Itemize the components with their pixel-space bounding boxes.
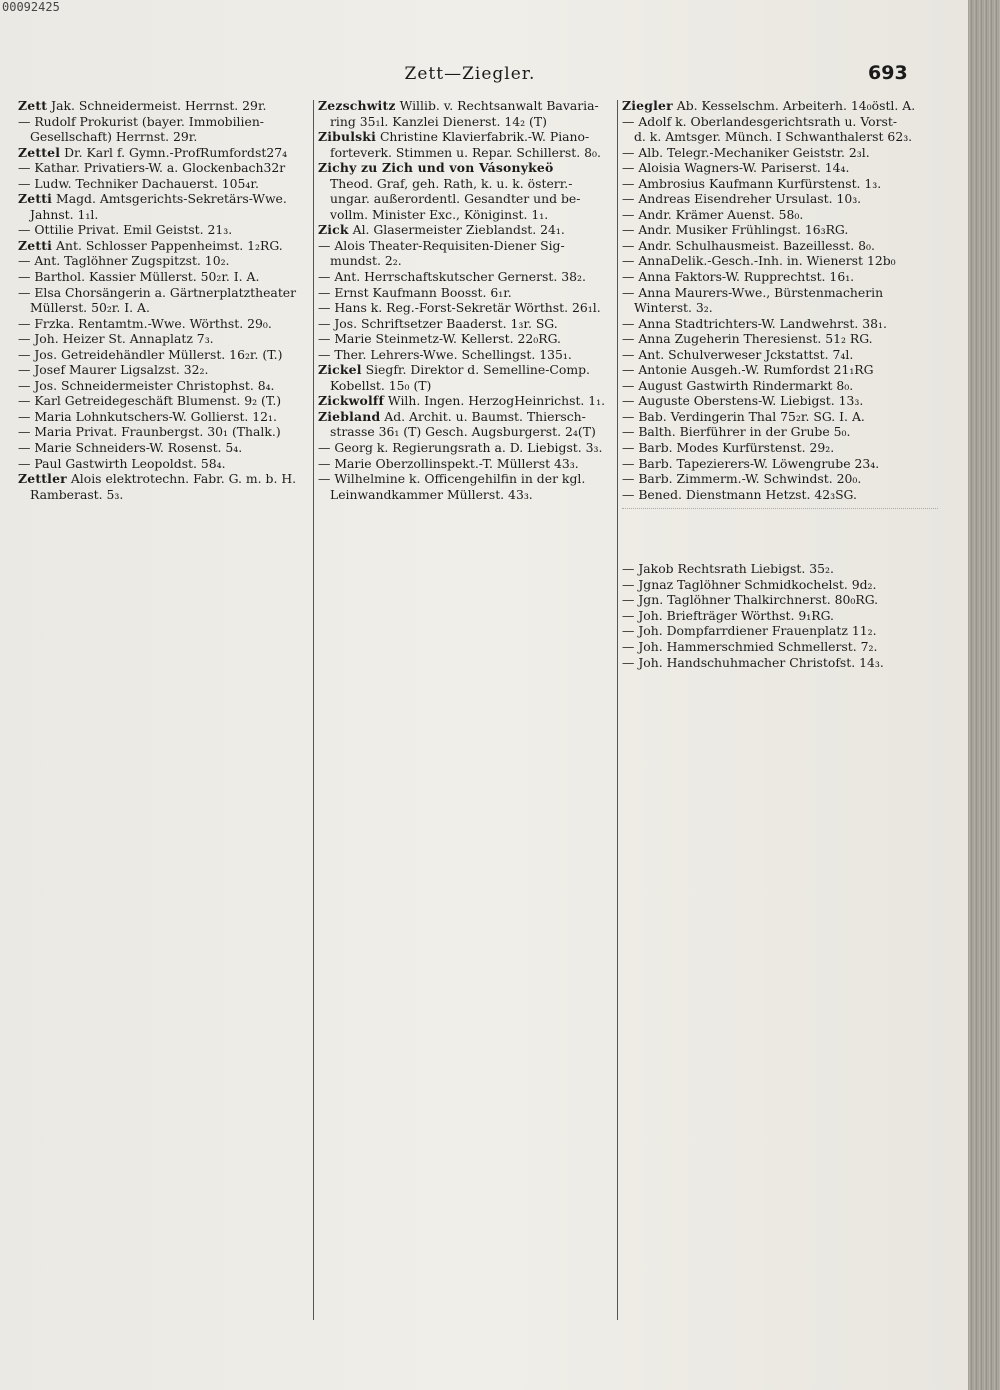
entry-text: Winterst. 3₂. xyxy=(634,300,713,316)
directory-entry xyxy=(318,253,614,269)
directory-entry xyxy=(18,238,310,254)
entry-text: — Maria Lohnkutschers-W. Gollierst. 12₁. xyxy=(18,408,277,424)
directory-column-2 xyxy=(318,98,614,1323)
entry-text: — Ottilie Privat. Emil Geistst. 21₃. xyxy=(18,222,233,238)
entry-text: — Kathar. Privatiers-W. a. Glockenbach32r xyxy=(18,160,286,176)
directory-entry xyxy=(622,191,938,207)
entry-text: — Barb. Modes Kurfürstenst. 29₂. xyxy=(622,440,835,456)
entry-text: Ant. Schlosser Pappenheimst. 1₂RG. xyxy=(52,237,283,253)
directory-entry xyxy=(18,471,310,487)
directory-entry xyxy=(318,393,614,409)
directory-entry xyxy=(18,207,310,223)
directory-entry xyxy=(318,362,614,378)
directory-entry xyxy=(18,424,310,440)
entry-text: — Antonie Ausgeh.-W. Rumfordst 21₁RG xyxy=(622,362,874,378)
entry-text: — Anna Faktors-W. Rupprechtst. 16₁. xyxy=(622,269,855,285)
entry-surname: Zibulski xyxy=(318,129,376,145)
entry-text: — Anna Zugeherin Theresienst. 51₂ RG. xyxy=(622,331,873,347)
directory-entry xyxy=(622,393,938,409)
column-divider xyxy=(313,100,314,1320)
directory-entry xyxy=(318,471,614,487)
directory-entry xyxy=(318,347,614,363)
directory-entry xyxy=(622,285,938,301)
directory-entry xyxy=(18,129,310,145)
entry-text: — August Gastwirth Rindermarkt 8₀. xyxy=(622,377,854,393)
entry-text: — Auguste Oberstens-W. Liebigst. 13₃. xyxy=(622,393,864,409)
entry-text: — Ernst Kaufmann Boosst. 6₁r. xyxy=(318,284,512,300)
entry-text: Ad. Archit. u. Baumst. Thiersch- xyxy=(380,408,586,424)
directory-entry xyxy=(622,222,938,238)
directory-entry xyxy=(18,98,310,114)
entry-surname: Zickel xyxy=(318,362,362,378)
directory-entry xyxy=(18,300,310,316)
entry-text: Müllerst. 50₂r. I. A. xyxy=(30,300,150,316)
scan-stamp: 00092425 xyxy=(2,0,60,14)
entry-text: — Ludw. Techniker Dachauerst. 105₄r. xyxy=(18,175,259,191)
entry-text: Wilh. Ingen. HerzogHeinrichst. 1₁. xyxy=(383,393,606,409)
directory-entry xyxy=(18,409,310,425)
entry-text: — Ther. Lehrers-Wwe. Schellingst. 135₁. xyxy=(318,346,572,362)
entry-text: — Bened. Dienstmann Hetzst. 42₃SG. xyxy=(622,486,857,502)
entry-text: — Andr. Schulhausmeist. Bazeillesst. 8₀. xyxy=(622,237,875,253)
entry-text: — Joh. Dompfarrdiener Frauenplatz 11₂. xyxy=(622,623,877,639)
directory-entry xyxy=(318,160,614,176)
directory-entry xyxy=(622,639,938,655)
entry-text: — Ant. Herrschaftskutscher Gernerst. 38₂. xyxy=(318,269,586,285)
entry-text: — Adolf k. Oberlandesgerichtsrath u. Vorst- xyxy=(622,113,898,129)
entry-text: — Balth. Bierführer in der Grube 5₀. xyxy=(622,424,851,440)
directory-entry xyxy=(622,347,938,363)
entry-text: — Joh. Handschuhmacher Christofst. 14₃. xyxy=(622,654,884,670)
entry-surname: Zichy zu Zich und von Vásonykeö xyxy=(318,160,554,176)
entry-text: — Jos. Schriftsetzer Baaderst. 1₃r. SG. xyxy=(318,315,558,331)
entry-text: — Andreas Eisendreher Ursulast. 10₃. xyxy=(622,191,862,207)
entry-text: vollm. Minister Exc., Königinst. 1₁. xyxy=(330,206,549,222)
entry-text: — Marie Schneiders-W. Rosenst. 5₄. xyxy=(18,440,243,456)
entry-text: — AnnaDelik.-Gesch.-Inh. in. Wienerst 12b₀ xyxy=(622,253,896,269)
entry-text: Siegfr. Direktor d. Semelline-Comp. xyxy=(361,362,590,378)
entry-text: — Georg k. Regierungsrath a. D. Liebigst. 3₃. xyxy=(318,440,603,456)
entry-text: — Bab. Verdingerin Thal 75₂r. SG. I. A. xyxy=(622,408,865,424)
directory-entry xyxy=(318,98,614,114)
directory-entry xyxy=(18,347,310,363)
entry-text: Dr. Karl f. Gymn.-ProfRumfordst27₄ xyxy=(60,144,288,160)
directory-entry xyxy=(18,456,310,472)
entry-text: — Ant. Schulverweser Jckstattst. 7₄l. xyxy=(622,346,854,362)
entry-text: — Paul Gastwirth Leopoldst. 58₄. xyxy=(18,455,226,471)
entry-text: mundst. 2₂. xyxy=(330,253,402,269)
directory-entry xyxy=(622,471,938,487)
directory-entry xyxy=(18,285,310,301)
entry-text: — Elsa Chorsängerin a. Gärtnerplatztheater xyxy=(18,284,297,300)
entry-text: Jahnst. 1₁l. xyxy=(30,206,99,222)
page-header xyxy=(0,62,968,92)
directory-entry xyxy=(18,191,310,207)
directory-entry xyxy=(622,269,938,285)
directory-entry xyxy=(622,440,938,456)
entry-text: — Andr. Krämer Auenst. 58₀. xyxy=(622,206,804,222)
entry-text: Ab. Kesselschm. Arbeiterh. 14₀östl. A. xyxy=(672,98,916,113)
directory-entry xyxy=(318,409,614,425)
directory-entry xyxy=(18,269,310,285)
directory-entry xyxy=(18,160,310,176)
entry-text: — Frzka. Rentamtm.-Wwe. Wörthst. 29₀. xyxy=(18,315,272,331)
entry-text: Al. Glasermeister Zieblandst. 24₁. xyxy=(348,222,565,238)
entry-text: — Marie Oberzollinspekt.-T. Müllerst 43₃. xyxy=(318,455,579,471)
directory-entry xyxy=(622,98,938,114)
directory-entry xyxy=(318,456,614,472)
directory-entry xyxy=(622,129,938,145)
entry-text: — Wilhelmine k. Officengehilfin in der kgl. xyxy=(318,471,586,487)
directory-entry xyxy=(318,145,614,161)
entry-text: strasse 36₁ (T) Gesch. Augsburgerst. 2₄(T) xyxy=(330,424,596,440)
entry-text: Magd. Amtsgerichts-Sekretärs-Wwe. xyxy=(52,191,287,207)
entry-text: — Jgnaz Taglöhner Schmidkochelst. 9d₂. xyxy=(622,576,877,592)
directory-entry xyxy=(318,269,614,285)
directory-entry xyxy=(622,424,938,440)
entry-text: — Maria Privat. Fraunbergst. 30₁ (Thalk.) xyxy=(18,424,281,440)
page-number: 693 xyxy=(868,62,908,84)
directory-entry xyxy=(622,316,938,332)
entry-surname: Zick xyxy=(318,222,349,238)
directory-entry xyxy=(622,300,938,316)
directory-entry xyxy=(318,222,614,238)
entry-text: Gesellschaft) Herrnst. 29r. xyxy=(30,129,198,145)
directory-entry xyxy=(622,561,938,577)
entry-text: Jak. Schneidermeist. Herrnst. 29r. xyxy=(47,98,267,113)
directory-entry xyxy=(622,378,938,394)
directory-entry xyxy=(622,160,938,176)
directory-entry xyxy=(318,440,614,456)
directory-column-3 xyxy=(622,98,938,1323)
entry-text: — Ambrosius Kaufmann Kurfürstenst. 1₃. xyxy=(622,175,882,191)
entry-text: — Barb. Tapezierers-W. Löwengrube 23₄. xyxy=(622,455,880,471)
directory-entry xyxy=(622,456,938,472)
directory-entry xyxy=(622,207,938,223)
entry-surname: Zett xyxy=(18,98,48,113)
entry-text: — Andr. Musiker Frühlingst. 16₃RG. xyxy=(622,222,849,238)
directory-entry xyxy=(318,129,614,145)
directory-entry xyxy=(18,145,310,161)
directory-entry xyxy=(622,114,938,130)
entry-text: — Marie Steinmetz-W. Kellerst. 22₀RG. xyxy=(318,331,561,347)
entry-surname: Zickwolff xyxy=(318,393,384,409)
directory-entry xyxy=(318,487,614,503)
directory-entry xyxy=(622,655,938,671)
directory-entry xyxy=(18,331,310,347)
directory-entry xyxy=(18,393,310,409)
entry-surname: Zettel xyxy=(18,144,61,160)
directory-entry xyxy=(318,207,614,223)
entry-text: d. k. Amtsger. Münch. I Schwanthalerst 62₃. xyxy=(634,129,913,145)
entry-text: — Anna Maurers-Wwe., Bürstenmacherin xyxy=(622,284,884,300)
entry-text: — Alb. Telegr.-Mechaniker Geiststr. 2₃l. xyxy=(622,144,870,160)
directory-entry xyxy=(622,608,938,624)
entry-text: Leinwandkammer Müllerst. 43₃. xyxy=(330,486,533,502)
entry-text: — Aloisia Wagners-W. Pariserst. 14₄. xyxy=(622,160,850,176)
entry-text: forteverk. Stimmen u. Repar. Schillerst. 8₀. xyxy=(330,144,601,160)
directory-entry xyxy=(18,316,310,332)
entry-text: — Jos. Getreidehändler Müllerst. 16₂r. (T.) xyxy=(18,346,283,362)
entry-text: — Jakob Rechtsrath Liebigst. 35₂. xyxy=(622,561,834,577)
entry-surname: Zetti xyxy=(18,237,53,253)
entry-text: Kobellst. 15₀ (T) xyxy=(330,377,432,393)
book-page-edge xyxy=(968,0,1000,1390)
entry-surname: Zetti xyxy=(18,191,53,207)
directory-entry xyxy=(318,300,614,316)
directory-entry xyxy=(622,253,938,269)
entry-surname: Zettler xyxy=(18,471,67,487)
entry-text: — Alois Theater-Requisiten-Diener Sig- xyxy=(318,237,565,253)
entry-text: — Jos. Schneidermeister Christophst. 8₄. xyxy=(18,377,275,393)
directory-entry xyxy=(622,487,938,503)
directory-entry xyxy=(622,331,938,347)
directory-entry xyxy=(318,176,614,192)
entry-text: — Jgn. Taglöhner Thalkirchnerst. 80₀RG. xyxy=(622,592,879,608)
entry-surname: Ziegler xyxy=(622,98,673,113)
directory-entry xyxy=(622,592,938,608)
entry-text: — Joh. Briefträger Wörthst. 9₁RG. xyxy=(622,607,834,623)
directory-entry xyxy=(318,331,614,347)
directory-entry xyxy=(318,191,614,207)
directory-entry xyxy=(318,285,614,301)
entry-text: Willib. v. Rechtsanwalt Bavaria- xyxy=(395,98,599,113)
entry-text: ring 35₁l. Kanzlei Dienerst. 14₂ (T) xyxy=(330,113,547,129)
entry-text: — Karl Getreidegeschäft Blumenst. 9₂ (T.) xyxy=(18,393,282,409)
entry-text: — Barb. Zimmerm.-W. Schwindst. 20₀. xyxy=(622,471,862,487)
omitted-entries-gap xyxy=(622,508,938,555)
entry-text: — Ant. Taglöhner Zugspitzst. 10₂. xyxy=(18,253,230,269)
directory-entry xyxy=(622,145,938,161)
column-divider xyxy=(617,100,618,1320)
directory-entry xyxy=(318,424,614,440)
directory-column-1 xyxy=(18,98,310,1323)
entry-text: — Joh. Heizer St. Annaplatz 7₃. xyxy=(18,331,214,347)
directory-entry xyxy=(622,623,938,639)
entry-text: — Josef Maurer Ligsalzst. 32₂. xyxy=(18,362,209,378)
directory-entry xyxy=(318,114,614,130)
entry-text: Theod. Graf, geh. Rath, k. u. k. österr.- xyxy=(330,175,573,191)
entry-text: Christine Klavierfabrik.-W. Piano- xyxy=(376,129,590,145)
directory-entry xyxy=(622,362,938,378)
entry-surname: Zezschwitz xyxy=(318,98,396,113)
directory-entry xyxy=(18,114,310,130)
directory-entry xyxy=(622,238,938,254)
directory-entry xyxy=(18,222,310,238)
directory-entry xyxy=(18,253,310,269)
entry-text: Alois elektrotechn. Fabr. G. m. b. H. xyxy=(66,471,297,487)
directory-entry xyxy=(18,487,310,503)
entry-surname: Ziebland xyxy=(318,408,381,424)
entry-text: Ramberast. 5₃. xyxy=(30,486,124,502)
directory-entry xyxy=(18,378,310,394)
entry-text: — Hans k. Reg.-Forst-Sekretär Wörthst. 26₁l. xyxy=(318,300,601,316)
directory-entry xyxy=(622,577,938,593)
running-head: Zett—Ziegler. xyxy=(404,64,536,84)
directory-entry xyxy=(622,409,938,425)
entry-text: — Joh. Hammerschmied Schmellerst. 7₂. xyxy=(622,638,878,654)
directory-entry xyxy=(622,176,938,192)
directory-entry xyxy=(318,378,614,394)
entry-text: — Barthol. Kassier Müllerst. 50₂r. I. A. xyxy=(18,269,260,285)
directory-entry xyxy=(18,440,310,456)
directory-entry xyxy=(18,176,310,192)
directory-entry xyxy=(18,362,310,378)
directory-entry xyxy=(318,316,614,332)
entry-text: — Rudolf Prokurist (bayer. Immobilien- xyxy=(18,113,264,129)
entry-text: — Anna Stadtrichters-W. Landwehrst. 38₁. xyxy=(622,315,887,331)
directory-entry xyxy=(318,238,614,254)
entry-text: ungar. außerordentl. Gesandter und be- xyxy=(330,191,581,207)
